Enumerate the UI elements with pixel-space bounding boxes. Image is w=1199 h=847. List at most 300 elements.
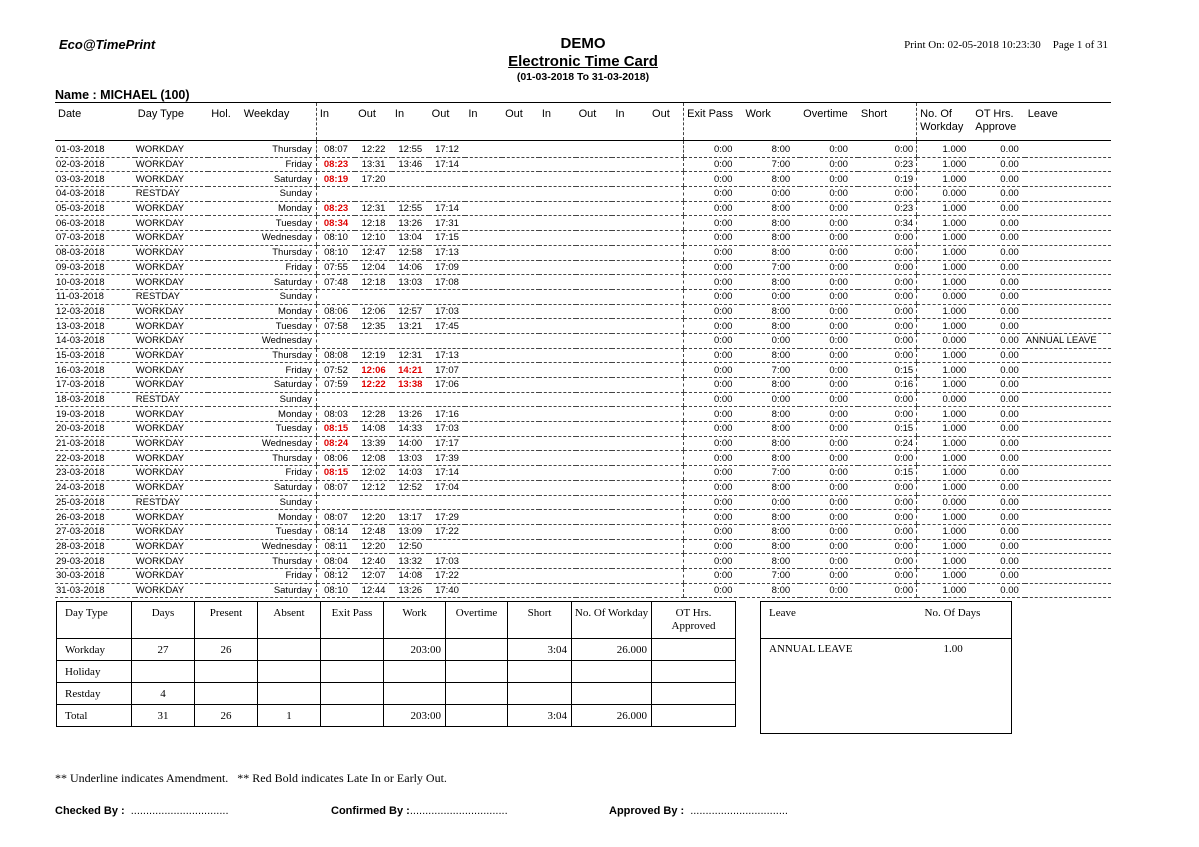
cell-punch [539,216,576,231]
cell-punch [502,539,539,554]
cell-exit-pass: 0:00 [684,304,743,319]
cell-punch: 08:07 [316,480,355,495]
cell-punch [612,583,649,598]
cell-punch: 12:55 [392,141,429,158]
cell-punch: 17:22 [429,524,466,539]
cell-punch [539,554,576,569]
cell-overtime: 0:00 [800,333,858,348]
cell-work: 8:00 [742,554,800,569]
cell-work: 8:00 [742,231,800,246]
cell-punch: 08:06 [316,451,355,466]
cell-punch [502,524,539,539]
cell-ot-approve: 0.00 [972,172,1024,187]
cell-holiday [208,141,241,158]
cell-work: 8:00 [742,216,800,231]
cell-weekday: Tuesday [241,319,317,334]
cell-punch [612,304,649,319]
cell-punch [502,363,539,378]
cell-punch [649,157,684,172]
cell-punch [465,348,502,363]
cell-punch [576,407,613,422]
cell-workday: 1.000 [917,201,973,216]
cell-workday: 1.000 [917,157,973,172]
cell-punch [539,495,576,510]
col-header: Out [502,103,539,141]
cell-holiday [208,201,241,216]
cell-exit-pass: 0:00 [684,275,743,290]
cell-punch [649,216,684,231]
cell-punch: 12:55 [392,201,429,216]
cell-punch: 12:02 [355,466,392,481]
cell-punch [429,539,466,554]
cell-punch [392,495,429,510]
cell-punch [502,451,539,466]
cell-punch: 17:12 [429,141,466,158]
cell-leave [1025,245,1111,260]
cell-punch [392,187,429,202]
cell-punch [576,495,613,510]
cell-punch [502,304,539,319]
summary-cell [258,683,321,705]
cell-punch: 12:06 [355,363,392,378]
cell-punch [502,275,539,290]
cell-punch [649,554,684,569]
cell-leave [1025,363,1111,378]
cell-weekday: Monday [241,304,317,319]
cell-punch: 12:44 [355,583,392,598]
table-row [55,187,1111,202]
cell-punch [429,392,466,407]
cell-workday: 1.000 [917,245,973,260]
cell-date: 06-03-2018 [55,216,135,231]
cell-punch [576,554,613,569]
cell-leave [1025,407,1111,422]
summary-cell [652,639,736,661]
cell-short: 0:00 [858,407,917,422]
cell-work: 8:00 [742,407,800,422]
col-header: Out [429,103,466,141]
cell-ot-approve: 0.00 [972,436,1024,451]
cell-ot-approve: 0.00 [972,304,1024,319]
cell-short: 0:15 [858,422,917,437]
leave-days: 1.00 [943,643,963,655]
cell-punch [612,141,649,158]
cell-day-type: WORKDAY [135,275,208,290]
cell-day-type: WORKDAY [135,466,208,481]
cell-exit-pass: 0:00 [684,451,743,466]
cell-punch [649,363,684,378]
cell-punch [576,466,613,481]
cell-punch [539,480,576,495]
cell-punch [649,407,684,422]
summary-col-header: Days [132,602,195,639]
cell-punch: 13:26 [392,583,429,598]
cell-punch [465,201,502,216]
summary-col-header: Present [195,602,258,639]
cell-punch [612,568,649,583]
table-row [55,348,1111,363]
cell-punch: 17:45 [429,319,466,334]
cell-overtime: 0:00 [800,187,858,202]
leave-row [761,639,1012,734]
cell-exit-pass: 0:00 [684,583,743,598]
cell-ot-approve: 0.00 [972,378,1024,393]
cell-date: 03-03-2018 [55,172,135,187]
cell-work: 8:00 [742,422,800,437]
cell-punch [502,245,539,260]
cell-punch [502,141,539,158]
cell-date: 08-03-2018 [55,245,135,260]
cell-leave [1025,466,1111,481]
cell-punch [465,480,502,495]
cell-punch [539,245,576,260]
cell-punch [612,201,649,216]
cell-overtime: 0:00 [800,407,858,422]
cell-leave [1025,231,1111,246]
cell-punch [502,260,539,275]
cell-punch: 14:06 [392,260,429,275]
cell-punch: 07:59 [316,378,355,393]
cell-punch [612,495,649,510]
cell-punch [576,216,613,231]
cell-overtime: 0:00 [800,583,858,598]
cell-workday: 1.000 [917,304,973,319]
cell-workday: 1.000 [917,524,973,539]
cell-punch [576,568,613,583]
table-row [55,260,1111,275]
leave-days-col-header: No. Of Days [911,602,1012,639]
summary-cell [508,661,572,683]
cell-punch: 17:14 [429,201,466,216]
confirmed-by-field [331,805,508,817]
cell-weekday: Tuesday [241,422,317,437]
cell-punch [465,583,502,598]
cell-punch [576,231,613,246]
cell-punch [502,348,539,363]
cell-punch [465,275,502,290]
cell-short: 0:00 [858,333,917,348]
cell-punch: 17:03 [429,304,466,319]
summary-cell: 203:00 [384,639,446,661]
confirmed-by-label: Confirmed By : [331,805,410,817]
cell-day-type: WORKDAY [135,451,208,466]
cell-punch [576,172,613,187]
cell-punch [539,363,576,378]
cell-day-type: WORKDAY [135,333,208,348]
cell-weekday: Friday [241,568,317,583]
table-row [55,524,1111,539]
cell-punch [465,568,502,583]
cell-overtime: 0:00 [800,231,858,246]
cell-punch: 17:07 [429,363,466,378]
summary-cell [321,683,384,705]
summary-row-label: Workday [57,639,132,661]
cell-punch [649,583,684,598]
cell-date: 22-03-2018 [55,451,135,466]
cell-punch: 17:04 [429,480,466,495]
cell-holiday [208,539,241,554]
cell-overtime: 0:00 [800,260,858,275]
cell-weekday: Saturday [241,480,317,495]
col-header: Out [576,103,613,141]
cell-punch: 12:31 [392,348,429,363]
cell-short: 0:00 [858,187,917,202]
cell-short: 0:16 [858,378,917,393]
cell-weekday: Saturday [241,378,317,393]
cell-punch [612,480,649,495]
cell-exit-pass: 0:00 [684,141,743,158]
cell-punch: 12:35 [355,319,392,334]
cell-holiday [208,319,241,334]
cell-punch [355,495,392,510]
cell-workday: 1.000 [917,583,973,598]
cell-punch [502,568,539,583]
period-range: (01-03-2018 To 31-03-2018) [516,71,650,83]
summary-body [57,639,736,727]
cell-date: 28-03-2018 [55,539,135,554]
cell-punch [465,319,502,334]
summary-col-header: No. Of Workday [572,602,652,639]
cell-punch: 14:33 [392,422,429,437]
cell-punch: 12:10 [355,231,392,246]
cell-punch [612,187,649,202]
col-header: In [539,103,576,141]
cell-exit-pass: 0:00 [684,407,743,422]
cell-punch: 08:10 [316,583,355,598]
cell-day-type: WORKDAY [135,245,208,260]
cell-overtime: 0:00 [800,245,858,260]
cell-weekday: Monday [241,510,317,525]
cell-punch: 13:46 [392,157,429,172]
cell-punch: 17:15 [429,231,466,246]
cell-workday: 1.000 [917,422,973,437]
cell-punch [429,495,466,510]
cell-short: 0:15 [858,363,917,378]
cell-weekday: Friday [241,260,317,275]
cell-punch: 08:34 [316,216,355,231]
cell-punch: 17:03 [429,422,466,437]
cell-punch [576,451,613,466]
cell-punch [576,510,613,525]
cell-exit-pass: 0:00 [684,319,743,334]
cell-work: 8:00 [742,275,800,290]
cell-punch [539,583,576,598]
cell-punch [502,554,539,569]
cell-work: 8:00 [742,378,800,393]
leave-col-header: Leave [761,602,911,639]
cell-leave [1025,436,1111,451]
cell-date: 02-03-2018 [55,157,135,172]
summary-cell: 26.000 [572,639,652,661]
cell-punch [612,363,649,378]
cell-holiday [208,583,241,598]
cell-punch: 08:10 [316,231,355,246]
summary-cell [195,683,258,705]
cell-work: 7:00 [742,466,800,481]
cell-work: 7:00 [742,363,800,378]
cell-punch [649,495,684,510]
cell-holiday [208,275,241,290]
cell-punch [649,141,684,158]
cell-day-type: RESTDAY [135,187,208,202]
cell-exit-pass: 0:00 [684,216,743,231]
cell-punch: 13:21 [392,319,429,334]
cell-leave [1025,554,1111,569]
cell-punch: 08:14 [316,524,355,539]
col-header: Date [55,103,135,141]
cell-punch [649,539,684,554]
cell-punch [612,378,649,393]
cell-punch [392,333,429,348]
cell-punch [576,392,613,407]
cell-punch: 12:20 [355,510,392,525]
cell-leave [1025,583,1111,598]
cell-overtime: 0:00 [800,480,858,495]
cell-short: 0:00 [858,480,917,495]
cell-punch [502,480,539,495]
cell-punch: 13:03 [392,451,429,466]
cell-punch [465,510,502,525]
table-row [55,480,1111,495]
cell-leave [1025,275,1111,290]
cell-day-type: WORKDAY [135,231,208,246]
cell-punch [465,378,502,393]
table-row [55,157,1111,172]
title-block [483,35,683,84]
cell-weekday: Sunday [241,392,317,407]
cell-day-type: WORKDAY [135,480,208,495]
cell-exit-pass: 0:00 [684,480,743,495]
cell-punch [429,187,466,202]
print-info [904,39,1108,51]
cell-weekday: Thursday [241,451,317,466]
cell-punch: 12:19 [355,348,392,363]
table-row [55,583,1111,598]
cell-punch [465,554,502,569]
cell-date: 18-03-2018 [55,392,135,407]
cell-ot-approve: 0.00 [972,289,1024,304]
cell-punch [649,275,684,290]
cell-ot-approve: 0.00 [972,480,1024,495]
cell-short: 0:00 [858,289,917,304]
cell-holiday [208,524,241,539]
cell-exit-pass: 0:00 [684,245,743,260]
summary-row [57,683,736,705]
cell-punch [502,172,539,187]
cell-punch: 17:22 [429,568,466,583]
cell-punch [612,231,649,246]
cell-overtime: 0:00 [800,201,858,216]
cell-punch: 17:09 [429,260,466,275]
cell-short: 0:19 [858,172,917,187]
cell-short: 0:23 [858,201,917,216]
cell-work: 7:00 [742,568,800,583]
summary-row [57,705,736,727]
cell-punch [576,480,613,495]
col-header: In [465,103,502,141]
summary-cell: 3:04 [508,705,572,727]
summary-col-header: OT Hrs. Approved [652,602,736,639]
summary-cell [572,661,652,683]
summary-col-header: Absent [258,602,321,639]
cell-holiday [208,568,241,583]
cell-punch: 12:18 [355,216,392,231]
cell-punch: 17:13 [429,348,466,363]
cell-punch [502,216,539,231]
cell-ot-approve: 0.00 [972,187,1024,202]
cell-punch: 17:40 [429,583,466,598]
cell-punch: 13:09 [392,524,429,539]
cell-ot-approve: 0.00 [972,539,1024,554]
table-row [55,304,1111,319]
cell-exit-pass: 0:00 [684,554,743,569]
cell-holiday [208,245,241,260]
cell-punch: 12:57 [392,304,429,319]
cell-punch [539,348,576,363]
cell-weekday: Wednesday [241,231,317,246]
col-header: OT Hrs. Approve [972,103,1024,141]
cell-ot-approve: 0.00 [972,568,1024,583]
cell-punch: 12:08 [355,451,392,466]
cell-work: 7:00 [742,157,800,172]
summary-cell: 26.000 [572,705,652,727]
summary-cell: 26 [195,705,258,727]
cell-punch [612,319,649,334]
cell-weekday: Sunday [241,187,317,202]
cell-punch [612,333,649,348]
cell-short: 0:00 [858,495,917,510]
summary-cell [446,661,508,683]
cell-overtime: 0:00 [800,539,858,554]
cell-punch [576,333,613,348]
cell-punch [649,289,684,304]
cell-punch [539,378,576,393]
cell-punch: 13:03 [392,275,429,290]
cell-punch [465,392,502,407]
cell-punch: 12:18 [355,275,392,290]
summary-cell [258,661,321,683]
cell-punch [539,275,576,290]
cell-short: 0:00 [858,554,917,569]
cell-punch [465,422,502,437]
cell-punch: 08:24 [316,436,355,451]
cell-punch [465,260,502,275]
cell-punch [465,304,502,319]
cell-punch [539,333,576,348]
summary-cell [132,661,195,683]
cell-workday: 1.000 [917,480,973,495]
cell-exit-pass: 0:00 [684,466,743,481]
cell-workday: 1.000 [917,348,973,363]
cell-work: 8:00 [742,510,800,525]
cell-leave [1025,510,1111,525]
cell-work: 0:00 [742,333,800,348]
cell-leave [1025,392,1111,407]
cell-leave [1025,495,1111,510]
col-header: Hol. [208,103,241,141]
cell-punch [502,157,539,172]
cell-date: 30-03-2018 [55,568,135,583]
cell-holiday [208,289,241,304]
cell-holiday [208,510,241,525]
cell-exit-pass: 0:00 [684,568,743,583]
leave-name: ANNUAL LEAVE [769,643,853,655]
cell-holiday [208,407,241,422]
cell-punch [649,524,684,539]
table-row [55,201,1111,216]
cell-overtime: 0:00 [800,378,858,393]
cell-ot-approve: 0.00 [972,201,1024,216]
